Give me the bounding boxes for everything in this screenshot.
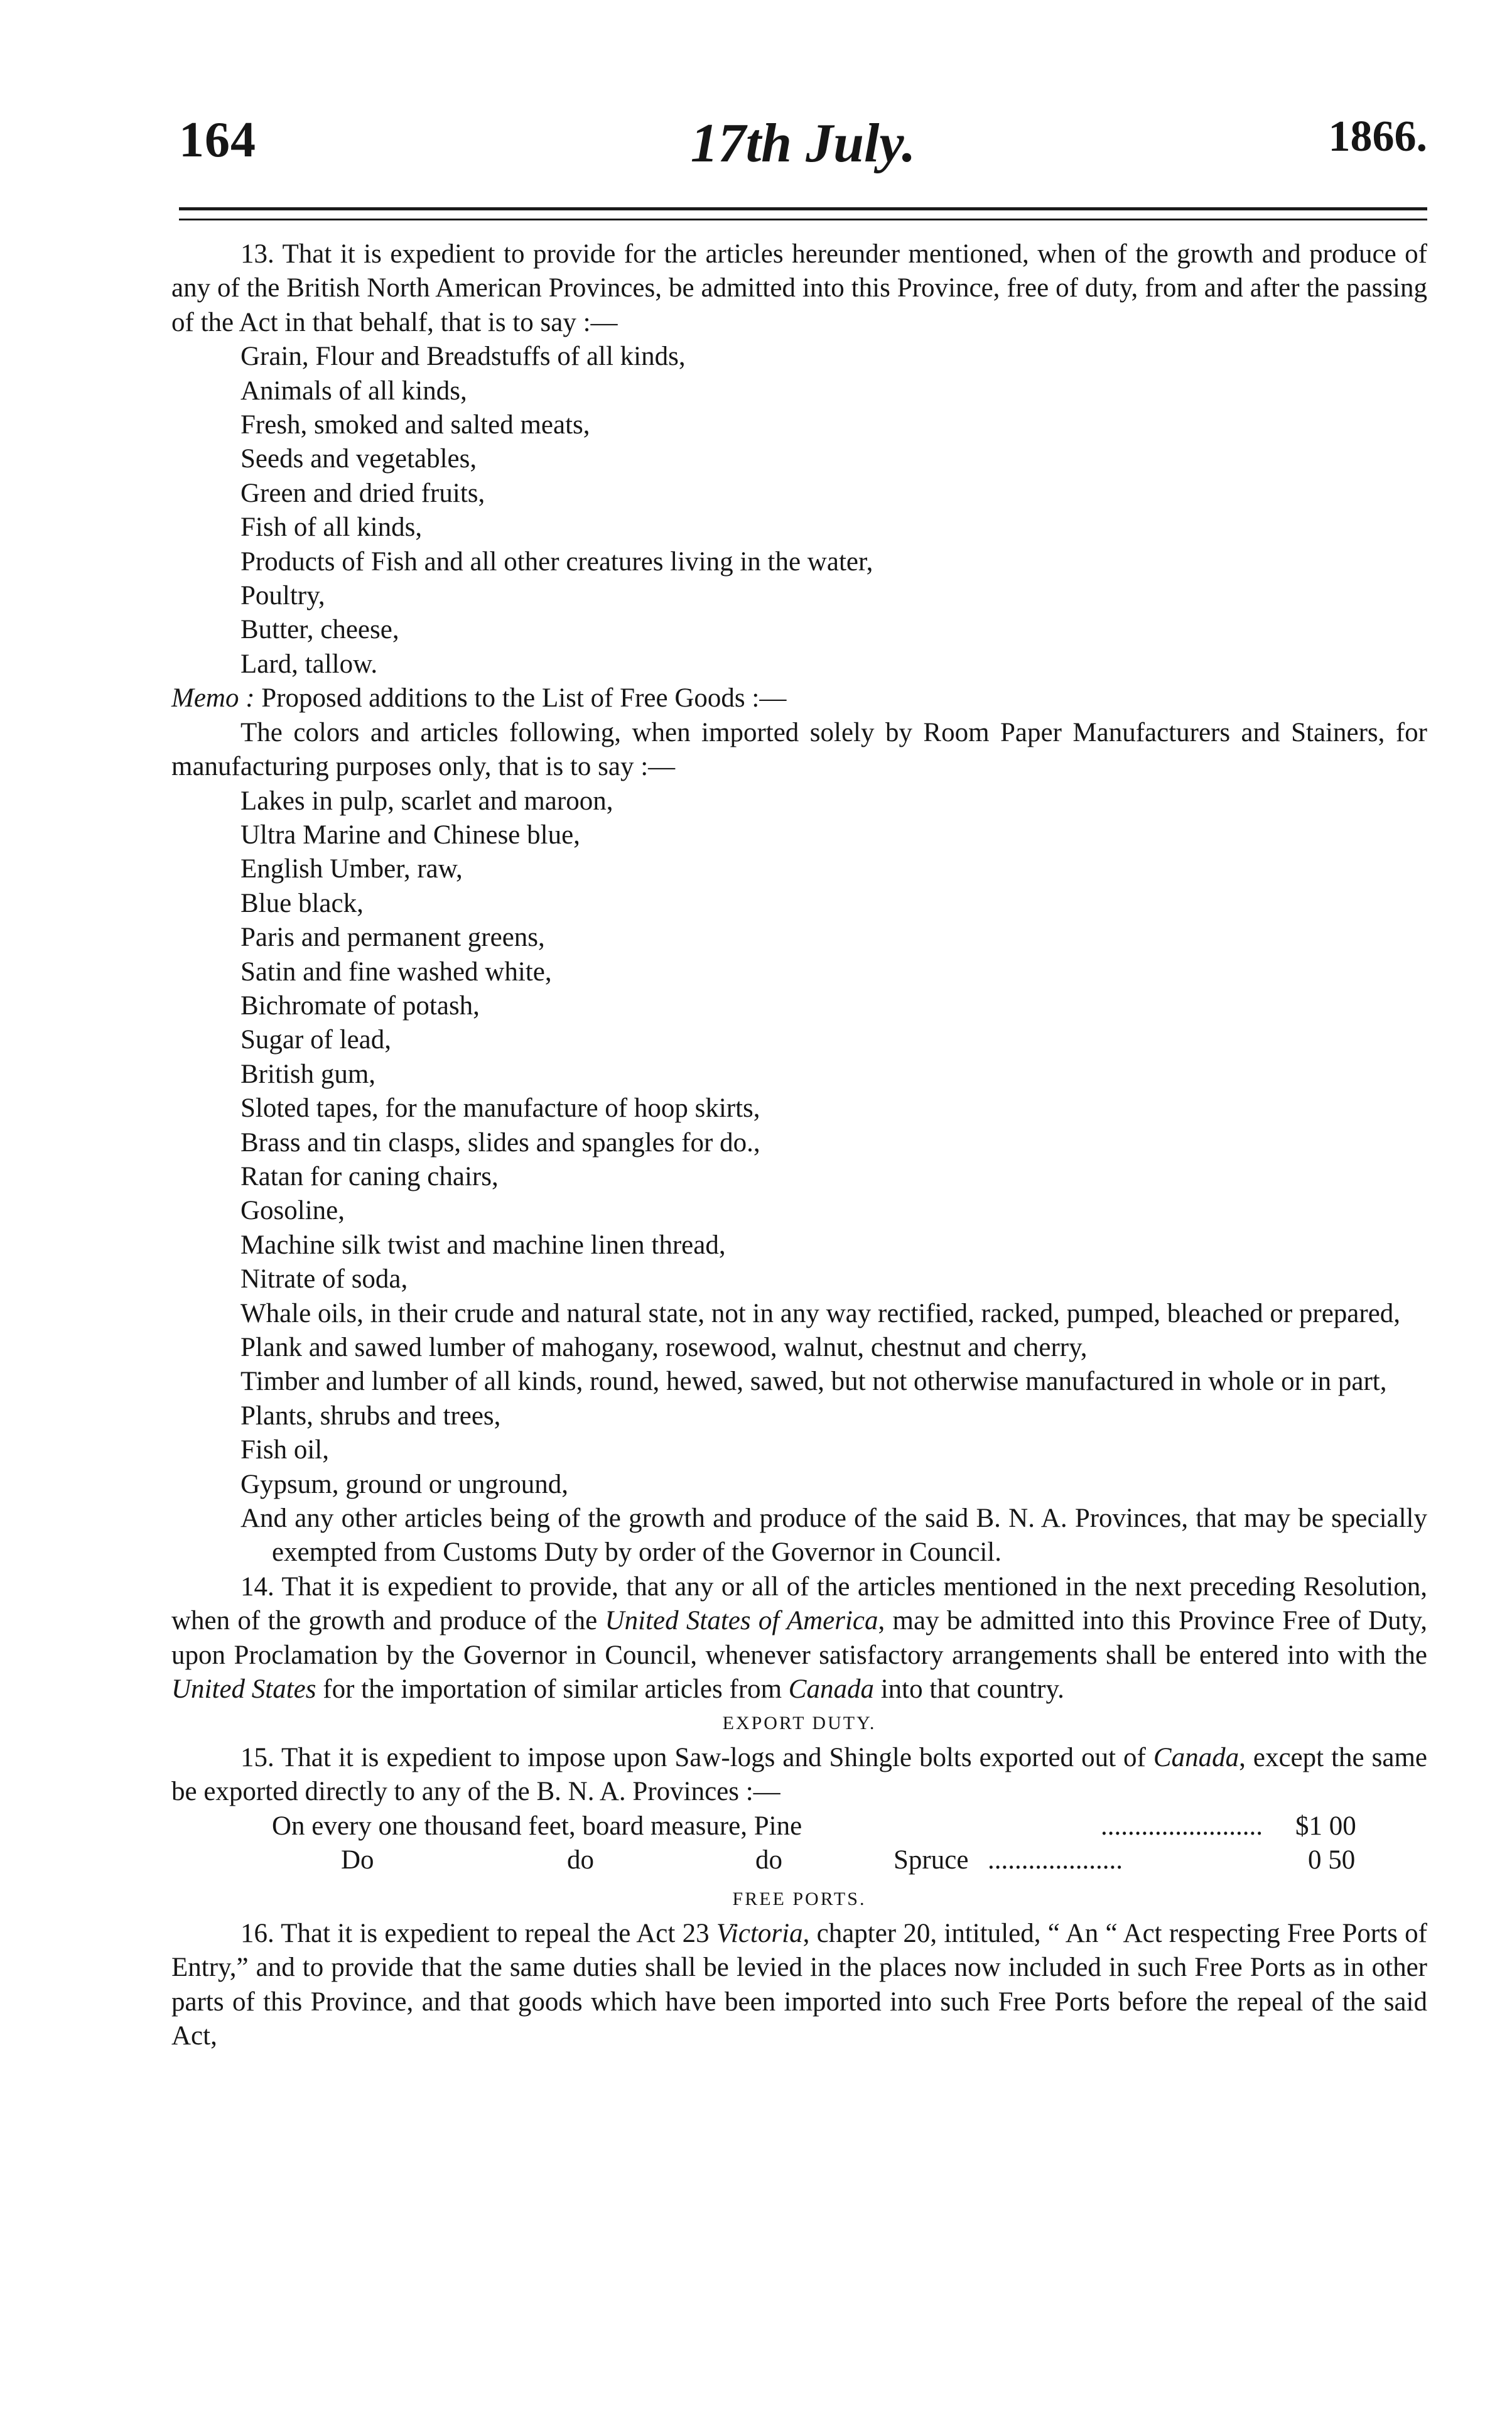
list-item: Fish of all kinds, [240, 512, 423, 543]
list-item: British gum, [240, 1059, 376, 1089]
duty-label: Spruce [894, 1845, 969, 1875]
list-item: Nitrate of soda, [240, 1264, 408, 1294]
duty-label: On every one thousand feet, board measure, Pine [272, 1811, 802, 1841]
ditto: do [567, 1845, 594, 1875]
list-item: Blue black, [240, 888, 364, 918]
list-item: Ultra Marine and Chinese blue, [240, 820, 580, 850]
resolution-15-text: , except the same be exported directly to any of the B. N. A. Provinces :— [171, 1742, 1427, 1807]
running-title: 17th July. [690, 113, 916, 174]
ditto: Do [341, 1845, 374, 1875]
list-item: Seeds and vegetables, [240, 444, 477, 474]
list-item: Timber and lumber of all kinds, round, hewed, sawed, but not otherwise manufactured in whole or in part, [240, 1367, 1387, 1397]
list-item: Lard, tallow. [240, 649, 378, 679]
list-item: Whale oils, in their crude and natural state, not in any way rectified, racked, pumped, bleached or prepared, [240, 1298, 1401, 1328]
free-ports-heading: FREE PORTS. [732, 1889, 867, 1910]
resolution-14-text: , may be admitted into this Province Free of Duty, upon Proclamation by the Governor in Council, whenever satisfactory arrangements shall be entered into with the [171, 1606, 1427, 1670]
united-states-of-america: United States of America [605, 1606, 878, 1636]
document-body [171, 237, 1427, 2054]
list-item: Animals of all kinds, [240, 376, 467, 406]
resolution-14-text: into that country. [873, 1674, 1064, 1705]
resolution-16 [171, 1917, 1427, 2054]
header-rule-thin [179, 219, 1427, 220]
page-header [179, 112, 1427, 175]
ditto: do [755, 1845, 782, 1875]
canada: Canada [788, 1674, 874, 1705]
resolution-16-text: , chapter 20, intituled, “ An “ Act respecting Free Ports of Entry,” and to provide that the same duties shall be levied in the places now included in such Free Ports as in other parts of this Province, and that goods which have been imported into such Free Ports before the repeal of the said Act, [171, 1918, 1427, 2051]
list-item: Ratan for caning chairs, [240, 1161, 499, 1191]
free-goods-list [171, 340, 1427, 681]
list-item: Sugar of lead, [240, 1025, 392, 1055]
list-item: Fresh, smoked and salted meats, [240, 410, 590, 440]
victoria: Victoria [716, 1918, 803, 1948]
list-item: Sloted tapes, for the manufacture of hoop skirts, [240, 1093, 760, 1124]
list-item: Satin and fine washed white, [240, 957, 552, 987]
duty-row-pine [171, 1809, 1427, 1843]
header-rule-thick [179, 207, 1427, 210]
resolution-16-text: 16. That it is expedient to repeal the Act 23 [240, 1918, 716, 1948]
canada: Canada [1153, 1742, 1239, 1772]
resolution-14 [171, 1570, 1427, 1707]
resolution-14-text: 14. That it is expedient to provide, that any or all of the articles mentioned in the next preceding Resolution, when of the growth and produce of the [171, 1571, 1427, 1636]
list-item: Lakes in pulp, scarlet and maroon, [240, 786, 613, 816]
list-item: Gypsum, ground or unground, [240, 1469, 568, 1499]
duty-value: 0 50 [1308, 1845, 1356, 1875]
page-number: 164 [179, 112, 256, 168]
resolution-15 [171, 1741, 1427, 1809]
list-item: Products of Fish and all other creatures living in the water, [240, 546, 873, 577]
list-item: Poultry, [240, 581, 325, 611]
list-item: Fish oil, [240, 1435, 329, 1465]
resolution-13: 13. That it is expedient to provide for the articles hereunder mentioned, when of the growth and produce of any of the British North American Provinces, be admitted into this Province, free of duty, from and after the passing of the Act in that behalf, that is to say :— [171, 239, 1427, 337]
leader-dots: ........................ [1101, 1811, 1263, 1841]
list-item: Bichromate of potash, [240, 990, 480, 1021]
list-item: Gosoline, [240, 1196, 345, 1226]
list-item: Plants, shrubs and trees, [240, 1401, 501, 1431]
year: 1866. [1328, 112, 1427, 161]
memo-list [171, 784, 1427, 1570]
leader-dots: .................... [988, 1845, 1123, 1875]
list-item: Plank and sawed lumber of mahogany, rosewood, walnut, chestnut and cherry, [240, 1333, 1088, 1362]
duty-value: $1 00 [1295, 1811, 1356, 1841]
memo-text: Proposed additions to the List of Free Goods :— [254, 683, 787, 713]
list-item: Grain, Flour and Breadstuffs of all kinds, [240, 342, 686, 372]
memo-intro: The colors and articles following, when imported solely by Room Paper Manufacturers and Stainers, for manufacturing purposes only, that is to say :— [171, 717, 1427, 782]
list-item: English Umber, raw, [240, 854, 463, 884]
resolution-14-text: for the importation of similar articles from [316, 1674, 789, 1705]
list-item: Brass and tin clasps, slides and spangles for do., [240, 1127, 760, 1158]
export-duty-heading: EXPORT DUTY. [722, 1713, 877, 1734]
list-item: Green and dried fruits, [240, 478, 485, 508]
memo-label: Memo : [171, 683, 255, 713]
resolution-15-text: 15. That it is expedient to impose upon Saw-logs and Shingle bolts exported out of [240, 1742, 1153, 1772]
list-item: Paris and permanent greens, [240, 923, 545, 953]
list-item: And any other articles being of the growth and produce of the said B. N. A. Provinces, that may be specially exempted from Customs Duty by order of the Governor in Council. [240, 1504, 1427, 1568]
duty-row-spruce [171, 1843, 1427, 1877]
memo [171, 681, 1427, 715]
list-item: Machine silk twist and machine linen thread, [240, 1230, 726, 1260]
united-states: United States [171, 1674, 316, 1705]
list-item: Butter, cheese, [240, 615, 399, 645]
